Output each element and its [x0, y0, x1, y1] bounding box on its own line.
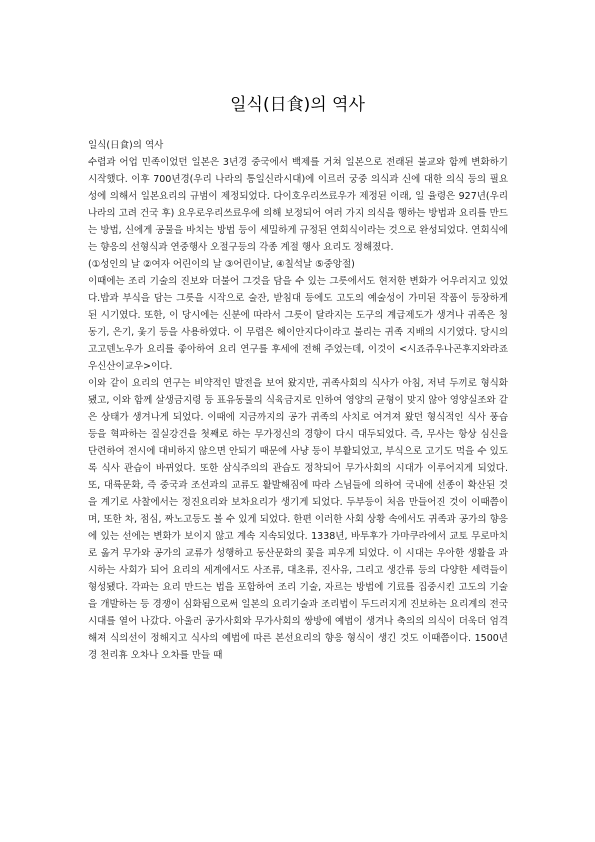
paragraph-4: 이와 같이 요리의 연구는 비약적인 발전을 보여 왔지만, 귀족사회의 식사가 아침, 저녁 두끼로 형식화됐고, 이와 함께 살생금지령 등 표유동물의 식육금지로 인하여 영양의 균형이 맞지 않아 영양실조와 같은 상태가 생겨나게 되었다. 이때에 지금까지의 공가 귀족의 사치로 여겨져 왔던 형식적인 식사 풍습 등을 혁파하는 질실강건을 첫째로 하는 무가정신의 경향이 다시 대두되었다. 즉, 무사는 항상 심신을 단련하여 전시에 대비하지 않으면 안되기 때문에 사냥 등이 부활되었고, 부식으로 고기도 먹을 수 있도록 식사 관습이 바뀌었다. 또한 삼식주의의 관습도 정착되어 무가사회의 시대가 이루어지게 되었다. 또, 대륙문화, 즉 중국과 조선과의 교류도 활발해짐에 따라 스님들에 의하여 국내에 선종이 확산된 것을 계기로 사찰에서는 정진요리와 보차요리가 생기게 되었다. 두부등이 처음 만들어진 것이 이때쯤이며, 또한 차, 점심, 짜노고등도 볼 수 있게 되었다. 한편 이러한 사회 상황 속에서도 귀족과 공가의 향응에 있는 선에는 변화가 보이지 않고 계속 지속되었다. 1338년, 바투후가 가마쿠라에서 교토 무로마치로 옮겨 무가와 공가의 교류가 성행하고 동산문화의 꽃을 피우게 되었다. 이 시대는 우아한 생활을 과시하는 사회가 되어 요리의 세계에서도 사조류, 대초류, 진사유, 그리고 생간류 등의 다양한 세력들이 형성됐다. 각파는 요리 만드는 법을 포함하여 조리 기술, 자르는 방법에 기료를 집중시킨 고도의 기술을 개발하는 등 경쟁이 심화됨으로써 일본의 요리기술과 조리법이 두드러지게 진보하는 요리계의 전국시대를 열어 나갔다. 아울러 공가사회와 무가사회의 쌍방에 예법이 생겨나 축의의 의식이 더욱더 엄격해져 식의선이 정해지고 식사의 예법에 따른 본선요리의 향응 형식이 생긴 것도 이때쯤이다. 1500년경 천리휴 오차나 오차를 만들 때: [88, 378, 508, 661]
document-body: [88, 137, 508, 664]
document-title: 일식(日食)의 역사: [230, 95, 365, 115]
paragraph-3: 이때에는 조리 기술의 진보와 더불어 그것을 담을 수 있는 그릇에서도 현저한 변화가 어우러지고 있었다.밥과 부식을 담는 그릇을 시작으로 술잔, 받침대 등에도 고도의 예술성이 가미된 작품이 등장하게 된 시기였다. 또한, 이 당시에는 신분에 따라서 그릇이 달라지는 도구의 계급제도가 생겨나 귀족은 청동기, 은기, 옻기 등을 사용하였다. 이 무렵은 헤이안지다이라고 불리는 귀족 지배의 시기였다. 당시의 고고덴노우가 요리를 좋아하여 요리 연구를 후세에 전해 주었는데, 이것이 <시죠쥬우나곤후지와라죠우신산이교우>이다.: [88, 276, 508, 372]
paragraph-1: 수렵과 어업 민족이었던 일본은 3년경 중국에서 백제를 거쳐 일본으로 전래된 불교와 함께 변화하기 시작했다. 이후 700년경(우리 나라의 통일신라시대)에 이르러 궁중 의식과 신에 대한 의식 등의 필요성에 의해서 일본요리의 규범이 제정되었다. 다이호우리쓰료우가 제정된 이래, 일 율령은 927년(우리 나라의 고려 건국 후) 요우로우리쓰료우에 의해 보정되어 여러 가지 의식을 행하는 방법과 요리를 만드는 방법, 신에게 공물을 바치는 방법 등이 세밀하게 규정된 연회식이라는 것으로 완성되었다. 연회식에는 향응의 선형식과 연중행사 오절구등의 각종 계절 행사 요리도 정해졌다.: [88, 157, 508, 253]
paragraph-2: (①성인의 날 ②여자 어린이의 날 ③어린이날, ④칠석날 ⑤중앙절): [88, 259, 355, 270]
section-heading: 일식(日食)의 역사: [88, 140, 164, 151]
